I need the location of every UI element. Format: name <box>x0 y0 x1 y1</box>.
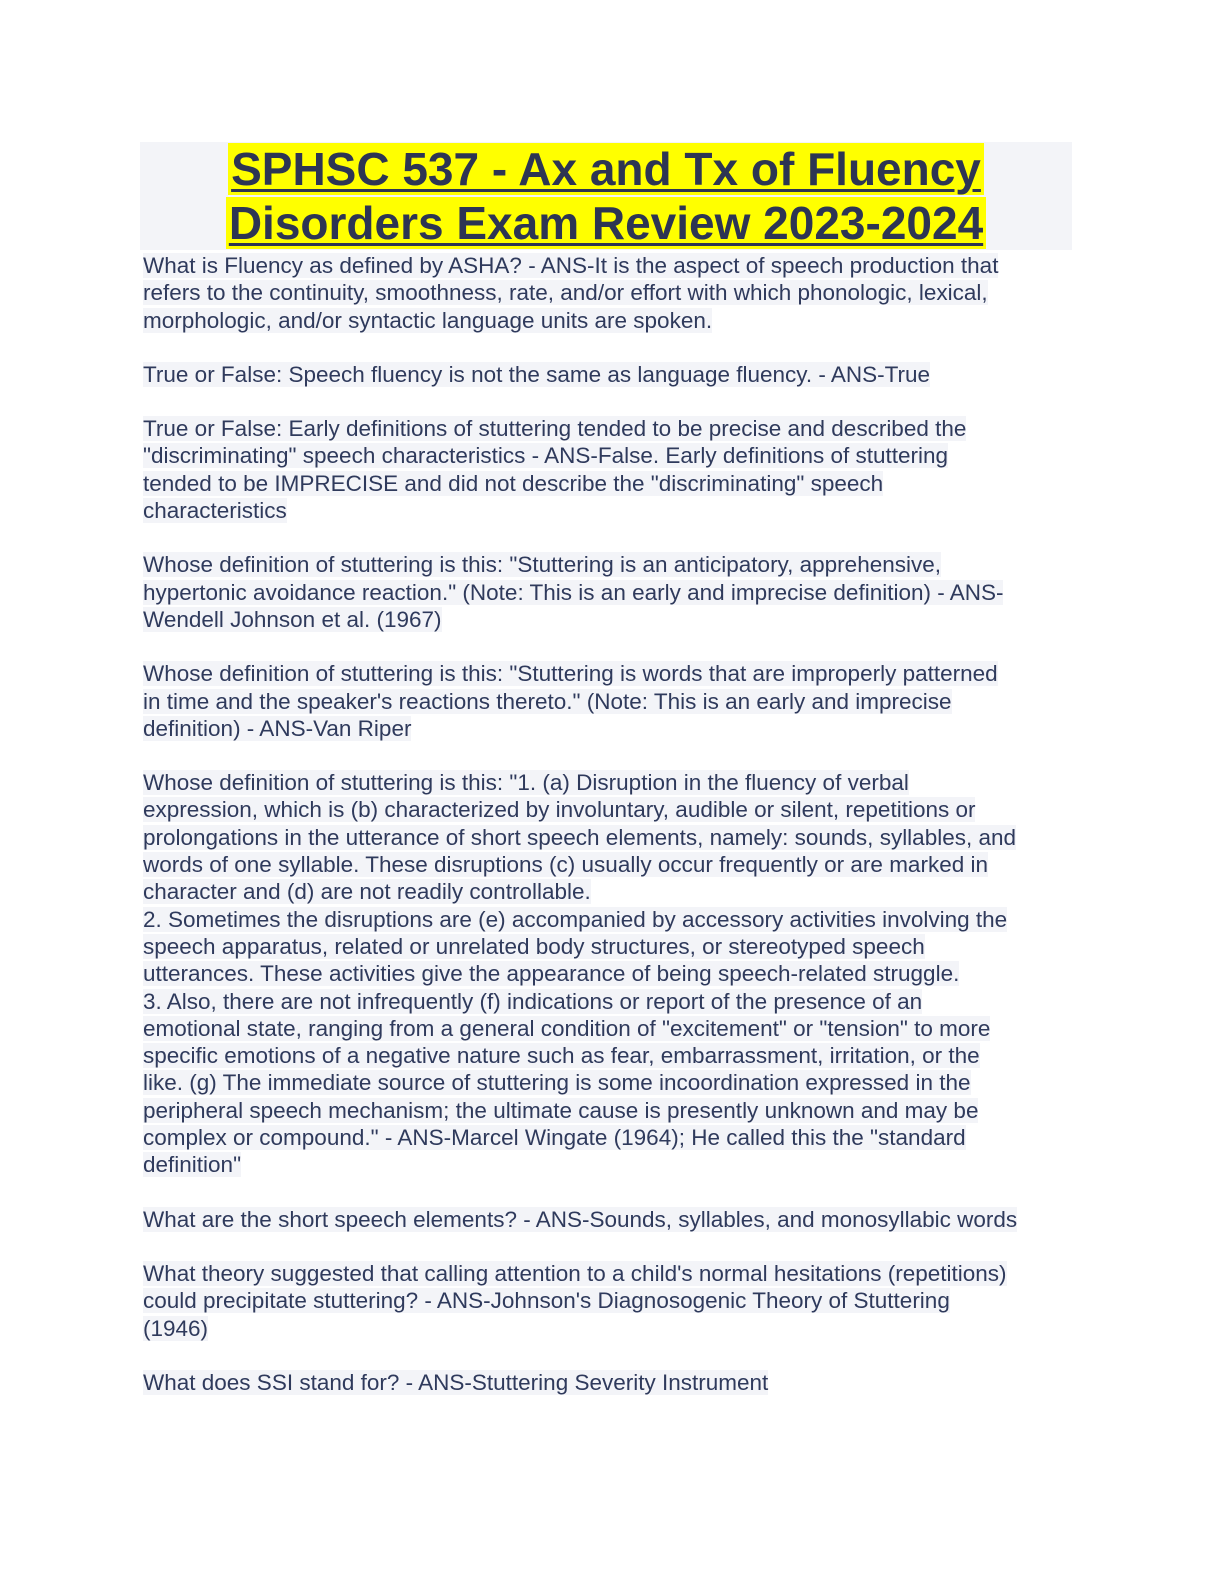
qa-line <box>143 252 1078 279</box>
qa-line <box>143 851 1078 878</box>
qa-line-text: Whose definition of stuttering is this: "Stuttering is words that are improperly patterned <box>143 661 998 687</box>
qa-entry <box>143 660 1078 742</box>
qa-line <box>143 878 1078 905</box>
qa-entry <box>143 769 1078 1178</box>
document-title <box>140 142 1072 250</box>
qa-line-text: specific emotions of a negative nature such as fear, embarrassment, irritation, or the <box>143 1043 980 1069</box>
qa-line-text: Whose definition of stuttering is this: "1. (a) Disruption in the fluency of verbal <box>143 770 909 796</box>
qa-line <box>143 1069 1078 1096</box>
qa-line-text: speech apparatus, related or unrelated body structures, or stereotyped speech <box>143 933 925 959</box>
qa-line-text: What theory suggested that calling attention to a child's normal hesitations (repetitions) <box>143 1260 1007 1286</box>
qa-line-text: utterances. These activities give the appearance of being speech-related struggle. <box>143 961 960 987</box>
qa-line <box>143 279 1078 306</box>
qa-line-text: refers to the continuity, smoothness, rate, and/or effort with which phonologic, lexical, <box>143 280 988 306</box>
qa-line-text: characteristics <box>143 498 287 524</box>
qa-line <box>143 551 1078 578</box>
qa-line <box>143 470 1078 497</box>
qa-line-text: hypertonic avoidance reaction." (Note: This is an early and imprecise definition) - ANS- <box>143 579 1004 605</box>
qa-line-text: True or False: Early definitions of stuttering tended to be precise and described the <box>143 416 967 442</box>
qa-line-text: like. (g) The immediate source of stuttering is some incoordination expressed in the <box>143 1070 971 1096</box>
qa-entry <box>143 415 1078 524</box>
qa-entry <box>143 1260 1078 1342</box>
qa-line <box>143 660 1078 687</box>
qa-line-text: emotional state, ranging from a general condition of "excitement" or "tension" to more <box>143 1015 991 1041</box>
qa-line-text: Wendell Johnson et al. (1967) <box>143 606 442 632</box>
qa-line-text: 2. Sometimes the disruptions are (e) accompanied by accessory activities involving the <box>143 906 1008 932</box>
qa-line <box>143 606 1078 633</box>
qa-line <box>143 1015 1078 1042</box>
qa-line <box>143 497 1078 524</box>
qa-line <box>143 960 1078 987</box>
qa-line-text: could precipitate stuttering? - ANS-Johnson's Diagnosogenic Theory of Stuttering <box>143 1288 950 1314</box>
qa-line-text: definition) - ANS-Van Riper <box>143 715 412 741</box>
qa-line-text: 3. Also, there are not infrequently (f) indications or report of the presence of an <box>143 988 923 1014</box>
title-line: Disorders Exam Review 2023-2024 <box>140 196 1072 250</box>
qa-line <box>143 1369 1078 1396</box>
qa-line <box>143 442 1078 469</box>
qa-line-text: complex or compound." - ANS-Marcel Wingate (1964); He called this the "standard <box>143 1125 966 1151</box>
qa-line-text: prolongations in the utterance of short speech elements, namely: sounds, syllables, and <box>143 824 1017 850</box>
qa-line <box>143 906 1078 933</box>
qa-line <box>143 415 1078 442</box>
qa-entry <box>143 252 1078 334</box>
qa-line <box>143 1124 1078 1151</box>
qa-line <box>143 1315 1078 1342</box>
qa-line-text: What is Fluency as defined by ASHA? - ANS-It is the aspect of speech production that <box>143 253 999 278</box>
qa-line <box>143 579 1078 606</box>
qa-line-text: What does SSI stand for? - ANS-Stuttering Severity Instrument <box>143 1369 769 1395</box>
qa-line <box>143 688 1078 715</box>
qa-line <box>143 988 1078 1015</box>
qa-entry <box>143 361 1078 388</box>
qa-line <box>143 1206 1078 1233</box>
qa-line <box>143 1260 1078 1287</box>
qa-line-text: tended to be IMPRECISE and did not describe the "discriminating" speech <box>143 470 884 496</box>
qa-line-text: "discriminating" speech characteristics - ANS-False. Early definitions of stuttering <box>143 443 949 469</box>
qa-line-text: What are the short speech elements? - ANS-Sounds, syllables, and monosyllabic words <box>143 1206 1018 1232</box>
qa-line <box>143 769 1078 796</box>
qa-line-text: words of one syllable. These disruptions (c) usually occur frequently or are marked in <box>143 852 988 878</box>
qa-line <box>143 1042 1078 1069</box>
qa-line <box>143 361 1078 388</box>
qa-list <box>143 252 1078 1423</box>
qa-line-text: expression, which is (b) characterized by involuntary, audible or silent, repetitions or <box>143 797 976 823</box>
qa-line-text: peripheral speech mechanism; the ultimate cause is presently unknown and may be <box>143 1097 979 1123</box>
qa-line <box>143 824 1078 851</box>
qa-line <box>143 715 1078 742</box>
qa-line-text: (1946) <box>143 1315 209 1341</box>
qa-line-text: True or False: Speech fluency is not the same as language fluency. - ANS-True <box>143 361 931 387</box>
title-line: SPHSC 537 - Ax and Tx of Fluency <box>140 142 1072 196</box>
qa-entry <box>143 551 1078 633</box>
qa-line-text: character and (d) are not readily controllable. <box>143 879 591 905</box>
qa-entry <box>143 1206 1078 1233</box>
qa-line <box>143 307 1078 334</box>
qa-entry <box>143 1369 1078 1396</box>
qa-line <box>143 1097 1078 1124</box>
qa-line-text: morphologic, and/or syntactic language units are spoken. <box>143 307 713 333</box>
qa-line <box>143 933 1078 960</box>
qa-line-text: Whose definition of stuttering is this: "Stuttering is an anticipatory, apprehensive, <box>143 552 941 578</box>
qa-line <box>143 1151 1078 1178</box>
qa-line <box>143 1287 1078 1314</box>
qa-line <box>143 796 1078 823</box>
qa-line-text: definition" <box>143 1152 242 1178</box>
qa-line-text: in time and the speaker's reactions thereto." (Note: This is an early and imprecise <box>143 688 952 714</box>
